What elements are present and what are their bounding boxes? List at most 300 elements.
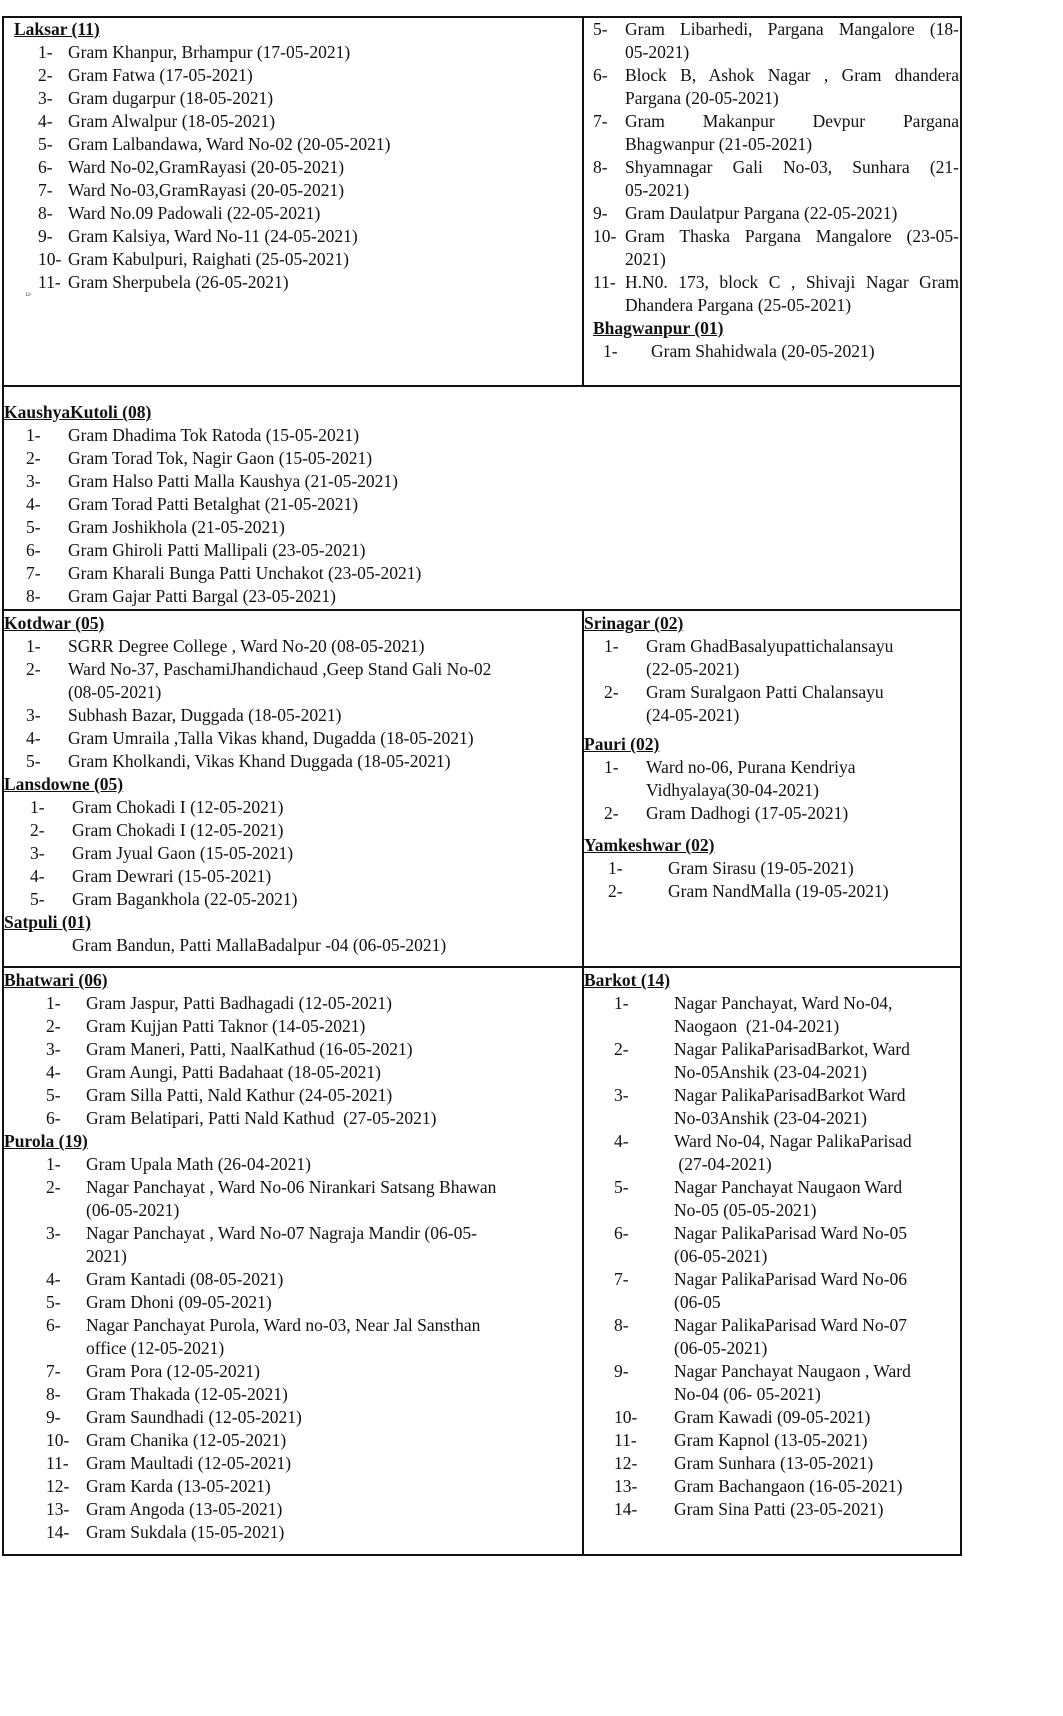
item-number: 10- <box>38 249 62 269</box>
item-number: 3- <box>26 705 41 725</box>
item-number: 8- <box>26 586 41 606</box>
item-text-line: Gram Torad Tok, Nagir Gaon (15-05-2021) <box>68 448 373 468</box>
item-number: 3- <box>46 1223 61 1243</box>
item-text <box>625 271 959 317</box>
item-text-line: Gram Saundhadi (12-05-2021) <box>86 1407 302 1427</box>
item-number: 5- <box>46 1085 61 1105</box>
item-text-line: (08-05-2021) <box>68 682 162 702</box>
item-text <box>86 1015 436 1038</box>
section-pauri <box>584 733 856 825</box>
item-number: 9- <box>614 1361 629 1381</box>
item-text-line: Gram Pora (12-05-2021) <box>86 1361 260 1381</box>
item-text-line: (06-05 <box>674 1292 721 1312</box>
item-text <box>668 857 889 880</box>
item-text <box>674 1498 912 1521</box>
item-text-line: Gram Dadhogi (17-05-2021) <box>646 803 849 823</box>
list-item <box>4 1406 496 1429</box>
item-number: 1- <box>604 636 619 656</box>
item-number: 7- <box>26 563 41 583</box>
item-text <box>674 1406 912 1429</box>
list-item <box>4 1291 496 1314</box>
item-text-line: Gram Khanpur, Brhampur (17-05-2021) <box>68 42 351 62</box>
list-item <box>4 1222 496 1268</box>
list-item <box>4 1360 496 1383</box>
item-text <box>68 585 421 608</box>
item-text-line: Gram Dhadima Tok Ratoda (15-05-2021) <box>68 425 360 445</box>
item-number: 7- <box>46 1361 61 1381</box>
item-text <box>68 248 390 271</box>
list-item <box>584 635 893 681</box>
list-item <box>4 1383 496 1406</box>
item-text-line: Gram Bandun, Patti MallaBadalpur -04 (06-05-2021) <box>72 935 447 955</box>
item-text <box>674 1475 912 1498</box>
item-text <box>72 865 298 888</box>
item-text-line: Pargana (20-05-2021) <box>625 88 779 108</box>
item-text <box>86 1291 496 1314</box>
item-text-line: Gram Kantadi (08-05-2021) <box>86 1269 284 1289</box>
item-text-line: Ward no-06, Purana Kendriya <box>646 757 856 777</box>
row-divider <box>2 609 962 611</box>
item-text-line: Shyamnagar Gali No-03, Sunhara (21- <box>625 157 959 177</box>
item-text <box>68 447 421 470</box>
item-text-line: Nagar PalikaParisad Ward No-07 <box>674 1315 907 1335</box>
list-item <box>14 41 390 64</box>
item-text-line: Gram Aungi, Patti Badahaat (18-05-2021) <box>86 1062 382 1082</box>
item-number: 2- <box>38 65 53 85</box>
item-text <box>674 1084 912 1130</box>
item-number: 4- <box>38 111 53 131</box>
item-number: 3- <box>26 471 41 491</box>
item-number: 11- <box>614 1430 637 1450</box>
list-item <box>4 562 421 585</box>
item-text-line: Gram Maultadi (12-05-2021) <box>86 1453 292 1473</box>
item-text <box>72 934 446 957</box>
item-number: 1- <box>26 425 41 445</box>
item-text-line: Gram Sirasu (19-05-2021) <box>668 858 854 878</box>
list-item <box>4 1475 496 1498</box>
list-item <box>14 271 390 294</box>
item-text-line: Dhandera Pargana (25-05-2021) <box>625 295 852 315</box>
list-item <box>584 1314 912 1360</box>
item-text-line: Gram Kabulpuri, Raighati (25-05-2021) <box>68 249 349 269</box>
item-text-line: Nagar Panchayat, Ward No-04, <box>674 993 893 1013</box>
item-text <box>68 271 390 294</box>
item-text <box>68 41 390 64</box>
item-number: 13- <box>614 1476 638 1496</box>
item-text-line: Nagar Panchayat Purola, Ward no-03, Near Jal Sansthan <box>86 1315 481 1335</box>
section-yamkeshwar <box>584 834 889 903</box>
item-text-line: Gram Sherpubela (26-05-2021) <box>68 272 289 292</box>
item-text-line: (06-05-2021) <box>86 1200 180 1220</box>
item-text-line: office (12-05-2021) <box>86 1338 225 1358</box>
item-number: 2- <box>614 1039 629 1059</box>
item-number: 4- <box>614 1131 629 1151</box>
item-text-line: Gram dugarpur (18-05-2021) <box>68 88 274 108</box>
item-number: 1- <box>26 636 41 656</box>
section-kotdwar <box>4 612 491 773</box>
item-number: 1- <box>46 993 61 1013</box>
item-text <box>646 681 893 727</box>
section-heading: Laksar (11) <box>14 19 100 39</box>
list-item <box>14 156 390 179</box>
item-number: 4- <box>30 866 45 886</box>
item-text <box>68 87 390 110</box>
list-item <box>4 1107 436 1130</box>
item-number: 9- <box>38 226 53 246</box>
item-number: 5- <box>38 134 53 154</box>
item-text-line: No-05 (05-05-2021) <box>674 1200 817 1220</box>
item-text <box>86 1521 496 1544</box>
list-item <box>4 493 421 516</box>
section-srinagar <box>584 612 893 727</box>
item-text-line: Gram Lalbandawa, Ward No-02 (20-05-2021) <box>68 134 391 154</box>
item-text-line: Gram Karda (13-05-2021) <box>86 1476 271 1496</box>
item-text-line: Gram NandMalla (19-05-2021) <box>668 881 889 901</box>
list-item <box>4 1061 436 1084</box>
item-text <box>625 202 959 225</box>
item-text-line: Gram Suralgaon Patti Chalansayu <box>646 682 884 702</box>
item-text-line: Gram Kawadi (09-05-2021) <box>674 1407 871 1427</box>
item-text <box>68 727 491 750</box>
list-item <box>4 1038 436 1061</box>
section-heading: Purola (19) <box>4 1131 88 1151</box>
item-text-line: Gram Kujjan Patti Taknor (14-05-2021) <box>86 1016 366 1036</box>
item-text-line: Gram Upala Math (26-04-2021) <box>86 1154 312 1174</box>
list-item <box>4 992 436 1015</box>
item-text-line: Gram Alwalpur (18-05-2021) <box>68 111 276 131</box>
item-number: 5- <box>26 517 41 537</box>
item-text-line: Gram Maneri, Patti, NaalKathud (16-05-2021) <box>86 1039 413 1059</box>
item-text-line: Gram Daulatpur Pargana (22-05-2021) <box>625 203 898 223</box>
item-text-line: No-03Anshik (23-04-2021) <box>674 1108 867 1128</box>
item-text <box>68 658 491 704</box>
item-text-line: Gram Ghiroli Patti Mallipali (23-05-2021) <box>68 540 366 560</box>
list-item <box>14 202 390 225</box>
list-item <box>4 888 298 911</box>
item-text <box>646 802 856 825</box>
item-text-line: Gram Umraila ,Talla Vikas khand, Dugadda (18-05-2021) <box>68 728 474 748</box>
item-text <box>651 340 875 363</box>
list-item <box>4 1268 496 1291</box>
item-text-line: Gram Chokadi I (12-05-2021) <box>72 797 284 817</box>
section-kaushyakutoli <box>4 401 421 608</box>
item-text <box>86 1153 496 1176</box>
item-text-line: Nagar Panchayat Naugaon Ward <box>674 1177 903 1197</box>
section-laksar-continued <box>593 18 959 317</box>
item-text-line: Gram Gajar Patti Bargal (23-05-2021) <box>68 586 336 606</box>
item-text-line: Gram Halso Patti Malla Kaushya (21-05-2021) <box>68 471 398 491</box>
list-item <box>4 842 298 865</box>
list-item <box>584 1406 912 1429</box>
item-text-line: Gram Silla Patti, Nald Kathur (24-05-2021) <box>86 1085 393 1105</box>
list-item <box>14 87 390 110</box>
section-heading: Bhatwari (06) <box>4 970 108 990</box>
item-text-line: Gram Sina Patti (23-05-2021) <box>674 1499 884 1519</box>
list-item <box>4 704 491 727</box>
item-number: 1- <box>38 42 53 62</box>
list-item <box>4 865 298 888</box>
item-text <box>625 110 959 156</box>
list-item <box>14 179 390 202</box>
item-number: 2- <box>608 881 623 901</box>
item-text <box>86 1406 496 1429</box>
item-text-line: Gram Torad Patti Betalghat (21-05-2021) <box>68 494 359 514</box>
item-text-line: 05-2021) <box>625 180 690 200</box>
list-item <box>593 64 959 110</box>
item-text <box>68 750 491 773</box>
item-text-line: SGRR Degree College , Ward No-20 (08-05-2021) <box>68 636 425 656</box>
section-heading: KaushyaKutoli (08) <box>4 402 152 422</box>
item-text-line: (06-05-2021) <box>674 1246 768 1266</box>
item-text <box>674 1038 912 1084</box>
item-number: 6- <box>26 540 41 560</box>
item-text-line: Nagar PalikaParisadBarkot, Ward <box>674 1039 910 1059</box>
list-item <box>584 1360 912 1406</box>
item-text <box>68 470 421 493</box>
list-item <box>593 18 959 64</box>
item-text <box>86 1061 436 1084</box>
list-item <box>593 202 959 225</box>
item-number: 6- <box>46 1315 61 1335</box>
item-text <box>72 888 298 911</box>
list-item <box>584 756 856 802</box>
item-text-line: Gram Shahidwala (20-05-2021) <box>651 341 875 361</box>
item-number: 1- <box>604 757 619 777</box>
item-text-line: 2021) <box>625 249 666 269</box>
item-number: 14- <box>46 1522 70 1542</box>
item-text <box>68 225 390 248</box>
item-text-line: H.N0. 173, block C , Shivaji Nagar Gram <box>625 272 959 292</box>
item-number: 5- <box>614 1177 629 1197</box>
section-heading: Satpuli (01) <box>4 912 92 932</box>
list-item <box>4 424 421 447</box>
item-text <box>625 156 959 202</box>
item-number: 12- <box>614 1453 638 1473</box>
item-text-line: Subhash Bazar, Duggada (18-05-2021) <box>68 705 342 725</box>
item-text-line: Gram Angoda (13-05-2021) <box>86 1499 283 1519</box>
item-number: 8- <box>38 203 53 223</box>
item-text-line: (27-04-2021) <box>674 1154 772 1174</box>
list-item <box>4 1429 496 1452</box>
item-number: 5- <box>30 889 45 909</box>
item-number: 6- <box>46 1108 61 1128</box>
list-item <box>4 516 421 539</box>
list-item <box>4 1015 436 1038</box>
item-number: 6- <box>614 1223 629 1243</box>
item-number: 6- <box>593 65 608 85</box>
item-text <box>68 424 421 447</box>
item-number: 4- <box>46 1269 61 1289</box>
item-number: 1- <box>46 1154 61 1174</box>
item-text-line: Nagar PalikaParisadBarkot Ward <box>674 1085 906 1105</box>
item-text-line: Gram Sunhara (13-05-2021) <box>674 1453 874 1473</box>
item-number: 11- <box>38 272 61 292</box>
item-text-line: Ward No.09 Padowali (22-05-2021) <box>68 203 321 223</box>
item-text-line: Vidhyalaya(30-04-2021) <box>646 780 819 800</box>
item-text-line: Gram Chokadi I (12-05-2021) <box>72 820 284 840</box>
list-item <box>14 225 390 248</box>
section-laksar <box>14 18 390 294</box>
row-divider <box>2 385 962 387</box>
list-item <box>4 1084 436 1107</box>
item-number: 10- <box>593 226 617 246</box>
item-text-line: Gram Sukdala (15-05-2021) <box>86 1522 285 1542</box>
list-item <box>14 110 390 133</box>
item-text <box>68 179 390 202</box>
item-text-line: Ward No-03,GramRayasi (20-05-2021) <box>68 180 345 200</box>
list-item <box>4 539 421 562</box>
item-text-line: Nagar Panchayat , Ward No-07 Nagraja Mandir (06-05- <box>86 1223 477 1243</box>
item-text-line: Gram Fatwa (17-05-2021) <box>68 65 253 85</box>
list-item <box>584 1176 912 1222</box>
item-text-line: Nagar PalikaParisad Ward No-05 <box>674 1223 907 1243</box>
item-number: 1- <box>603 341 618 361</box>
item-number: 8- <box>46 1384 61 1404</box>
section-satpuli <box>4 911 446 957</box>
item-text-line: (06-05-2021) <box>674 1338 768 1358</box>
item-text <box>86 1475 496 1498</box>
item-text <box>86 1429 496 1452</box>
item-text <box>68 516 421 539</box>
item-number: 1- <box>30 797 45 817</box>
list-item <box>4 750 491 773</box>
list-item <box>584 1222 912 1268</box>
item-text <box>86 1038 436 1061</box>
item-text <box>68 539 421 562</box>
item-number: 14- <box>614 1499 638 1519</box>
item-text <box>674 1130 912 1176</box>
item-text-line: (24-05-2021) <box>646 705 740 725</box>
item-number: 2- <box>604 682 619 702</box>
item-text <box>646 756 856 802</box>
item-text <box>68 110 390 133</box>
item-text <box>86 992 436 1015</box>
item-text <box>86 1498 496 1521</box>
item-number: 5- <box>46 1292 61 1312</box>
item-text-line: Gram Dhoni (09-05-2021) <box>86 1292 272 1312</box>
item-text <box>68 562 421 585</box>
section-heading: Kotdwar (05) <box>4 613 105 633</box>
list-item <box>584 1429 912 1452</box>
item-text <box>625 18 959 64</box>
list-item <box>4 1314 496 1360</box>
item-number: 4- <box>26 728 41 748</box>
item-text <box>68 133 390 156</box>
item-text-line: Gram Thakada (12-05-2021) <box>86 1384 288 1404</box>
item-number: 8- <box>593 157 608 177</box>
list-item <box>4 819 298 842</box>
item-text <box>68 493 421 516</box>
list-item <box>584 681 893 727</box>
item-text-line: 2021) <box>86 1246 127 1266</box>
item-text-line: Gram Kapnol (13-05-2021) <box>674 1430 868 1450</box>
item-text <box>68 635 491 658</box>
list-item <box>4 1498 496 1521</box>
item-number: 4- <box>26 494 41 514</box>
item-text-line: Gram Bachangaon (16-05-2021) <box>674 1476 903 1496</box>
list-item <box>14 248 390 271</box>
list-item <box>584 1452 912 1475</box>
section-heading: Srinagar (02) <box>584 613 684 633</box>
section-heading: Barkot (14) <box>584 970 671 990</box>
item-text-line: Nagar Panchayat Naugaon , Ward <box>674 1361 911 1381</box>
list-item <box>593 271 959 317</box>
item-number: 1- <box>614 993 629 1013</box>
item-text <box>86 1452 496 1475</box>
item-text-line: No-05Anshik (23-04-2021) <box>674 1062 867 1082</box>
item-number: 13- <box>46 1499 70 1519</box>
section-heading: Bhagwanpur (01) <box>593 318 724 338</box>
item-number: 2- <box>30 820 45 840</box>
item-text <box>68 704 491 727</box>
item-text-line: (22-05-2021) <box>646 659 740 679</box>
item-text <box>68 64 390 87</box>
item-number: 5- <box>26 751 41 771</box>
list-item <box>593 156 959 202</box>
item-number: 3- <box>30 843 45 863</box>
list-item <box>584 1475 912 1498</box>
item-number: 7- <box>593 111 608 131</box>
item-text <box>68 202 390 225</box>
section-lansdowne <box>4 773 298 911</box>
item-text-line: Naogaon (21-04-2021) <box>674 1016 840 1036</box>
item-text <box>72 819 298 842</box>
item-text <box>86 1084 436 1107</box>
item-text-line: 05-2021) <box>625 42 690 62</box>
item-text <box>68 156 390 179</box>
list-item <box>4 1452 496 1475</box>
item-number: 2- <box>46 1177 61 1197</box>
item-text-line: Ward No-02,GramRayasi (20-05-2021) <box>68 157 345 177</box>
item-number: 12- <box>46 1476 70 1496</box>
item-text-line: Gram Kholkandi, Vikas Khand Duggada (18-05-2021) <box>68 751 451 771</box>
item-text <box>668 880 889 903</box>
item-text-line: Gram Dewrari (15-05-2021) <box>72 866 272 886</box>
item-text-line: Gram Libarhedi, Pargana Mangalore (18- <box>625 19 959 39</box>
item-text-line: Gram GhadBasalyupattichalansayu <box>646 636 894 656</box>
list-item <box>584 992 912 1038</box>
item-text-line: Gram Makanpur Devpur Pargana <box>625 111 959 131</box>
item-text-line: Bhagwanpur (21-05-2021) <box>625 134 813 154</box>
item-text-line: Gram Kharali Bunga Patti Unchakot (23-05-2021) <box>68 563 422 583</box>
item-text-line: Gram Jyual Gaon (15-05-2021) <box>72 843 294 863</box>
item-number: 7- <box>38 180 53 200</box>
item-text <box>86 1314 496 1360</box>
list-item <box>584 1268 912 1314</box>
list-item <box>584 1038 912 1084</box>
item-text <box>86 1383 496 1406</box>
item-text-line: Gram Thaska Pargana Mangalore (23-05- <box>625 226 959 246</box>
list-item <box>584 1130 912 1176</box>
item-number: 7- <box>614 1269 629 1289</box>
item-text <box>674 1176 912 1222</box>
list-item <box>4 447 421 470</box>
item-number: 2- <box>26 659 41 679</box>
section-heading: Pauri (02) <box>584 734 660 754</box>
item-text-line: Gram Jaspur, Patti Badhagadi (12-05-2021) <box>86 993 392 1013</box>
item-text-line: Block B, Ashok Nagar , Gram dhandera <box>625 65 959 85</box>
item-number: 3- <box>614 1085 629 1105</box>
item-text-line: Nagar Panchayat , Ward No-06 Nirankari Satsang Bhawan <box>86 1177 497 1197</box>
item-text <box>674 1452 912 1475</box>
list-item <box>4 934 446 957</box>
list-item <box>593 110 959 156</box>
item-number: 11- <box>593 272 616 292</box>
list-item <box>584 880 889 903</box>
item-text <box>86 1176 496 1222</box>
item-number: 11- <box>46 1453 69 1473</box>
item-text <box>674 1222 912 1268</box>
